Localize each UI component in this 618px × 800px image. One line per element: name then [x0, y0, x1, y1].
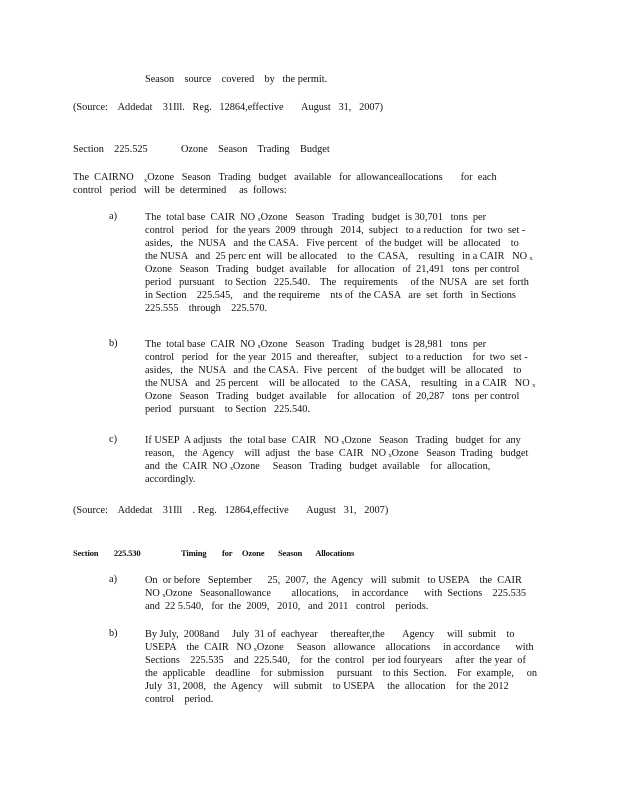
item-label: b): [109, 338, 118, 349]
paragraph-525-c: [145, 434, 535, 486]
section-number: Section 225.525: [73, 144, 148, 155]
paragraph-line: asides, the NUSA and the CASA. Five percent of the budget will be allocated to: [145, 365, 522, 376]
paragraph-line: asides, the NUSA and the CASA. Five percent of the budget will be allocated to: [145, 238, 519, 249]
item-label: b): [109, 628, 118, 639]
paragraph-line: the applicable deadline for submission pursuant to this Section. For example, on: [145, 668, 538, 679]
intro-text-a: The CAIRNO: [73, 172, 144, 183]
paragraph-line: control period for the year 2015 and thereafter, subject to a reduction for two set -: [145, 352, 528, 363]
section-title: Timing for Ozone Season Allocations: [181, 548, 355, 558]
paragraph-line: NO ₓOzone Seasonallowance allocations, in accordance with Sections 225.535: [145, 588, 527, 599]
paragraph-525-b: [145, 338, 535, 416]
item-label: a): [109, 574, 117, 585]
item-label: c): [109, 434, 117, 445]
paragraph-line: reason, the Agency will adjust the base CAIR NO ₓOzone Season Trading budget: [145, 448, 529, 459]
paragraph-line: The total base CAIR NO ₓOzone Season Trading budget is 30,701 tons per: [145, 212, 487, 223]
paragraph-line: By July, 2008and July 31 of eachyear thereafter,the Agency will submit to: [145, 629, 515, 640]
intro-text-b: Ozone Season Trading budget available for allowanceallocations for each: [147, 172, 497, 183]
paragraph-line: the NUSA and 25 perc ent will be allocated to the CASA, resulting in a CAIR NO ₓ: [145, 251, 533, 262]
source-note: (Source: Addedat 31Ill . Reg. 12864,effective August 31, 2007): [73, 505, 389, 516]
paragraph-line: and the CAIR NO ₓOzone Season Trading budget available for allocation,: [145, 461, 491, 472]
paragraph-line: If USEP A adjusts the total base CAIR NO ₓOzone Season Trading budget for any: [145, 435, 521, 446]
paragraph-line: the NUSA and 25 percent will be allocated to the CASA, resulting in a CAIR NO ₓ: [145, 378, 536, 389]
paragraph-line: control period for the years 2009 through 2014, subject to a reduction for two set -: [145, 225, 526, 236]
paragraph-line: and 22 5.540, for the 2009, 2010, and 2011 control periods.: [145, 601, 429, 612]
paragraph-line: in Section 225.545, and the requireme nts of the CASA are set forth in Sections: [145, 290, 516, 301]
item-label: a): [109, 211, 117, 222]
intro-line: control period will be determined as follows:: [73, 185, 287, 196]
paragraph-line: Ozone Season Trading budget available for allocation of 20,287 tons per control: [145, 391, 520, 402]
permit-scope-line: Season source covered by the permit.: [145, 74, 328, 85]
paragraph-line: USEPA the CAIR NO ₓOzone Season allowance allocations in accordance with: [145, 642, 534, 653]
section-number: Section 225.530: [73, 548, 141, 558]
paragraph-line: accordingly.: [145, 474, 196, 485]
paragraph-line: Ozone Season Trading budget available for allocation of 21,491 tons per control: [145, 264, 520, 275]
paragraph-line: 225.555 through 225.570.: [145, 303, 268, 314]
paragraph-line: control period.: [145, 694, 214, 705]
subscript: x: [143, 177, 148, 184]
section-title: Ozone Season Trading Budget: [181, 144, 330, 155]
paragraph-line: period pursuant to Section 225.540.: [145, 404, 311, 415]
paragraph-line: Sections 225.535 and 225.540, for the control per iod fouryears after the year of: [145, 655, 526, 666]
paragraph-line: On or before September 25, 2007, the Agency will submit to USEPA the CAIR: [145, 575, 522, 586]
paragraph-530-b: [145, 628, 538, 706]
paragraph-line: July 31, 2008, the Agency will submit to USEPA the allocation for the 2012: [145, 681, 509, 692]
paragraph-line: The total base CAIR NO ₓOzone Season Trading budget is 28,981 tons per: [145, 339, 487, 350]
paragraph-line: period pursuant to Section 225.540. The requirements of the NUSA are set forth: [145, 277, 529, 288]
source-note: (Source: Addedat 31Ill. Reg. 12864,effective August 31, 2007): [73, 102, 384, 113]
paragraph-525-a: [145, 211, 535, 315]
paragraph-530-a: [145, 574, 535, 613]
